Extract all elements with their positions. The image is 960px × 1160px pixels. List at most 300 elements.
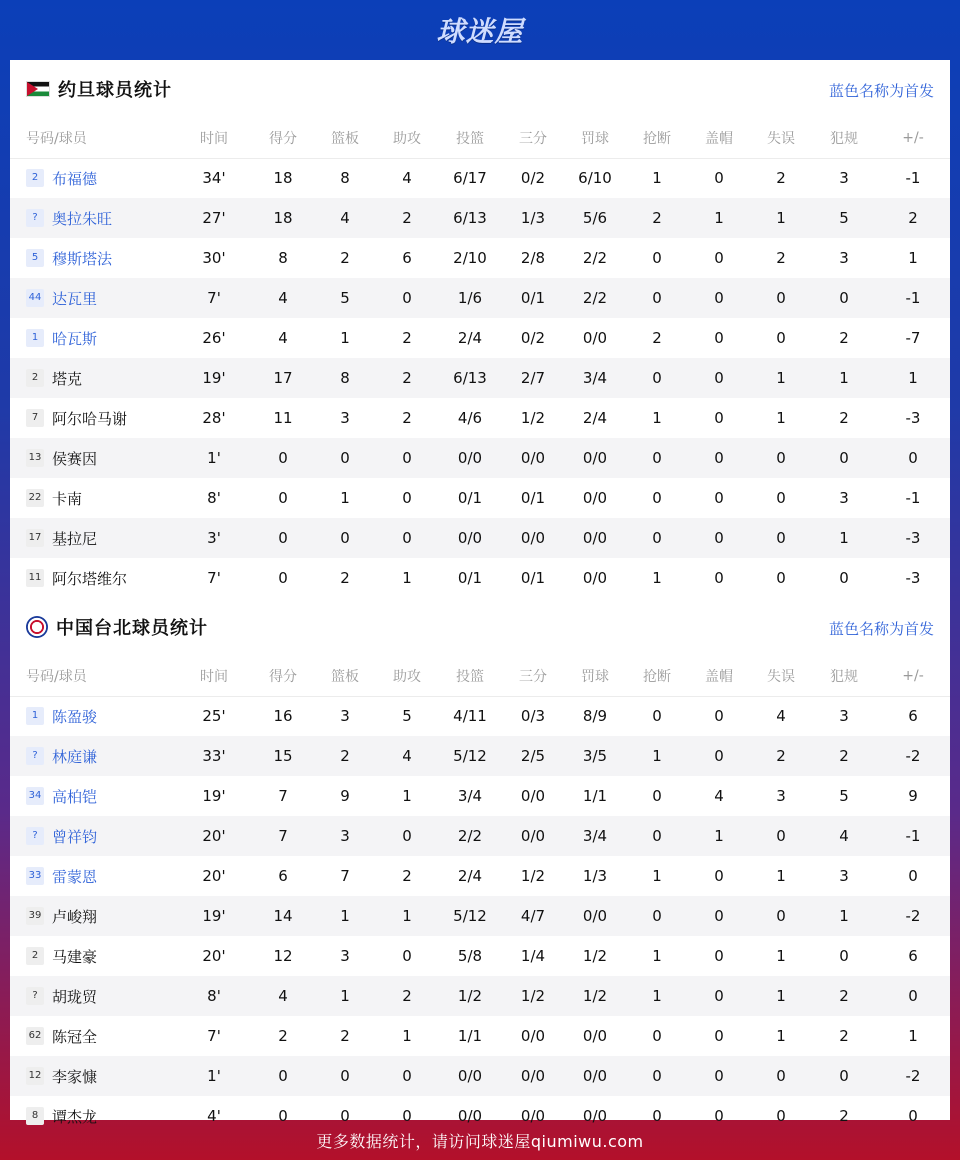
jersey-number-badge: 7: [26, 409, 44, 427]
stat-points: 0: [278, 569, 288, 587]
stat-minutes: 19': [176, 896, 252, 936]
stat-assists: 1: [402, 1027, 412, 1045]
stat-field-goals: 0/1: [457, 569, 483, 587]
jersey-number-badge: 22: [26, 489, 44, 507]
stat-field-goals: 2/4: [457, 867, 483, 885]
stat-turnovers: 0: [776, 569, 786, 587]
stat-three-pointers: 0/0: [520, 1107, 546, 1125]
stat-minutes: 34': [202, 169, 226, 188]
stat-assists: 4: [402, 169, 412, 188]
stat-three-pointers: 1/2: [520, 867, 546, 885]
stat-three-pointers: 4/7: [502, 896, 564, 936]
player-cell: [10, 816, 176, 856]
jersey-number-badge: ?: [26, 209, 44, 227]
stat-assists: 4: [376, 736, 438, 776]
stat-minutes: 19': [202, 787, 226, 805]
player-name: 阿尔塔维尔: [52, 569, 128, 588]
stat-free-throws: 1/2: [564, 976, 626, 1016]
stat-turnovers: 1: [776, 947, 786, 965]
stat-assists: 5: [402, 707, 412, 726]
stat-steals: 1: [652, 169, 662, 188]
jersey-number-badge: 13: [26, 449, 44, 467]
stat-turnovers: 0: [750, 1056, 812, 1096]
stat-turnovers: 0: [750, 816, 812, 856]
column-header-fouls: 犯规: [812, 656, 876, 696]
stat-steals: 1: [652, 569, 662, 587]
jersey-number-badge: 8: [26, 1107, 44, 1125]
stat-blocks: 0: [714, 249, 724, 267]
stat-three-pointers: 1/4: [520, 947, 546, 965]
stat-plus-minus: -3: [905, 569, 921, 587]
jersey-number-badge: 2: [26, 947, 44, 965]
stat-steals: 0: [626, 816, 688, 856]
stat-steals: 0: [626, 1056, 688, 1096]
jersey-number-badge: 2: [26, 169, 44, 187]
player-name: 陈冠全: [52, 1027, 98, 1046]
stat-turnovers: 4: [776, 707, 786, 726]
player-name: 谭杰龙: [52, 1107, 98, 1126]
stat-steals: 0: [652, 489, 662, 507]
stat-turnovers: 1: [750, 358, 812, 398]
stat-fouls: 2: [839, 329, 849, 347]
stat-blocks: 0: [688, 278, 750, 318]
player-name[interactable]: 陈盈骏: [52, 707, 98, 726]
table-row: [10, 398, 950, 438]
stat-minutes: 33': [176, 736, 252, 776]
stat-rebounds: 7: [340, 867, 350, 885]
stat-fouls: 1: [812, 518, 876, 558]
stat-fouls: 2: [839, 1107, 849, 1125]
stat-rebounds: 0: [340, 1107, 350, 1125]
player-cell: [10, 278, 176, 318]
stat-plus-minus: 0: [908, 867, 918, 885]
column-header-rebounds: 篮板: [314, 656, 376, 696]
jersey-number-badge: 12: [26, 1067, 44, 1085]
site-logo[interactable]: 球迷屋: [436, 15, 524, 48]
column-header-free-throws: 罚球: [564, 118, 626, 158]
player-cell: [10, 976, 176, 1016]
stat-assists: 0: [376, 438, 438, 478]
section-title: 约旦球员统计: [58, 80, 172, 101]
player-cell: [10, 238, 176, 278]
stat-assists: 2: [376, 358, 438, 398]
jersey-number-badge: 39: [26, 907, 44, 925]
column-header-turnovers: 失误: [750, 118, 812, 158]
table-row: [10, 976, 950, 1016]
stat-steals: 2: [652, 329, 662, 347]
stat-turnovers: 2: [776, 169, 786, 188]
player-name[interactable]: 雷蒙恩: [52, 867, 98, 886]
stat-plus-minus: 2: [876, 198, 950, 238]
stat-three-pointers: 0/1: [520, 569, 546, 587]
stat-points: 4: [252, 976, 314, 1016]
stat-field-goals: 2/4: [457, 329, 483, 347]
stat-minutes: 1': [176, 1056, 252, 1096]
stat-free-throws: 0/0: [582, 329, 608, 347]
stat-minutes: 19': [176, 358, 252, 398]
player-name: 基拉尼: [52, 529, 98, 548]
stat-points: 2: [278, 1027, 288, 1045]
stat-fouls: 4: [812, 816, 876, 856]
stat-fouls: 2: [839, 1027, 849, 1045]
stat-turnovers: 1: [776, 1027, 786, 1045]
stat-steals: 1: [652, 867, 662, 885]
stat-plus-minus: 1: [908, 1027, 918, 1045]
stat-field-goals: 5/8: [457, 947, 483, 965]
starter-legend-note: 蓝色名称为首发: [828, 82, 934, 100]
table-row: [10, 776, 950, 816]
player-name: 侯赛因: [52, 449, 98, 468]
stat-free-throws: 1/3: [582, 867, 608, 885]
stat-minutes: 8': [207, 489, 221, 507]
stat-rebounds: 3: [314, 816, 376, 856]
stat-plus-minus: -1: [905, 169, 921, 188]
player-stats-table: [10, 118, 950, 598]
stat-plus-minus: -1: [876, 816, 950, 856]
stat-plus-minus: 6: [908, 947, 918, 965]
stat-blocks: 0: [714, 1107, 724, 1125]
stat-blocks: 0: [714, 707, 724, 726]
player-name: 卢峻翔: [52, 907, 98, 926]
stat-assists: 2: [402, 329, 412, 347]
team-section-chinese-taipei: [10, 598, 950, 1136]
stat-steals: 0: [626, 278, 688, 318]
stat-plus-minus: -3: [905, 409, 921, 427]
stat-rebounds: 5: [314, 278, 376, 318]
stat-field-goals: 5/12: [438, 736, 502, 776]
player-name[interactable]: 奥拉朱旺: [52, 209, 113, 228]
stat-minutes: 25': [202, 707, 226, 726]
column-header-assists: 助攻: [376, 118, 438, 158]
stat-three-pointers: 0/3: [520, 707, 546, 726]
stat-field-goals: 0/0: [457, 1107, 483, 1125]
column-header-free-throws: 罚球: [564, 656, 626, 696]
jersey-number-badge: ?: [26, 827, 44, 845]
stat-three-pointers: 0/0: [502, 438, 564, 478]
stat-rebounds: 3: [340, 409, 350, 427]
stat-fouls: 0: [839, 947, 849, 965]
player-name[interactable]: 林庭谦: [52, 747, 98, 766]
stat-three-pointers: 1/2: [502, 976, 564, 1016]
stat-field-goals: 4/11: [453, 707, 487, 726]
player-name: 塔克: [52, 369, 83, 388]
stat-free-throws: 3/4: [564, 358, 626, 398]
stat-plus-minus: 0: [876, 438, 950, 478]
stat-blocks: 0: [714, 489, 724, 507]
stat-field-goals: 6/13: [438, 358, 502, 398]
stat-points: 18: [252, 198, 314, 238]
stat-turnovers: 0: [750, 518, 812, 558]
stat-field-goals: 2/2: [438, 816, 502, 856]
stat-assists: 1: [402, 787, 412, 805]
stat-free-throws: 8/9: [582, 707, 608, 726]
stat-minutes: 7': [207, 569, 221, 587]
stat-plus-minus: 9: [908, 787, 918, 805]
stat-minutes: 28': [202, 409, 226, 427]
table-header-row: [10, 656, 950, 696]
jersey-number-badge: 44: [26, 289, 44, 307]
stat-steals: 0: [626, 438, 688, 478]
stat-three-pointers: 0/2: [520, 329, 546, 347]
stat-minutes: 20': [202, 947, 226, 965]
jersey-number-badge: ?: [26, 747, 44, 765]
jersey-number-badge: 33: [26, 867, 44, 885]
column-header-points: 得分: [252, 118, 314, 158]
stat-minutes: 20': [176, 816, 252, 856]
jersey-number-badge: 17: [26, 529, 44, 547]
stat-steals: 0: [626, 896, 688, 936]
stat-blocks: 0: [714, 169, 724, 188]
stat-field-goals: 1/2: [438, 976, 502, 1016]
stat-three-pointers: 0/1: [502, 278, 564, 318]
stat-plus-minus: 1: [908, 249, 918, 267]
stat-field-goals: 5/12: [438, 896, 502, 936]
stat-free-throws: 2/4: [582, 409, 608, 427]
stat-turnovers: 0: [750, 278, 812, 318]
player-name[interactable]: 哈瓦斯: [52, 329, 98, 348]
stat-field-goals: 0/0: [438, 438, 502, 478]
player-name[interactable]: 达瓦里: [52, 289, 98, 308]
stat-blocks: 4: [714, 787, 724, 805]
stat-assists: 6: [402, 249, 412, 267]
stat-plus-minus: -1: [876, 278, 950, 318]
stat-blocks: 0: [714, 867, 724, 885]
stat-rebounds: 0: [314, 1056, 376, 1096]
table-row: [10, 736, 950, 776]
stat-rebounds: 4: [314, 198, 376, 238]
stat-blocks: 0: [688, 736, 750, 776]
table-row: [10, 198, 950, 238]
stat-turnovers: 0: [750, 896, 812, 936]
stat-assists: 2: [376, 198, 438, 238]
footer-link[interactable]: 更多数据统计，请访问球迷屋qiumiwu.com: [316, 1131, 644, 1151]
stat-points: 8: [278, 249, 288, 267]
column-header-points: 得分: [252, 656, 314, 696]
jordan-flag-icon: [26, 81, 50, 97]
stat-plus-minus: 1: [876, 358, 950, 398]
player-cell: [10, 438, 176, 478]
stat-minutes: 7': [207, 1027, 221, 1045]
stat-fouls: 2: [812, 976, 876, 1016]
stat-steals: 0: [652, 1107, 662, 1125]
player-name: 李家慷: [52, 1067, 98, 1086]
stat-turnovers: 1: [776, 409, 786, 427]
jersey-number-badge: 1: [26, 707, 44, 725]
player-name: 胡珑贸: [52, 987, 98, 1006]
stat-free-throws: 0/0: [582, 489, 608, 507]
table-row: [10, 478, 950, 518]
stat-points: 0: [278, 1107, 288, 1125]
player-cell: [10, 318, 176, 358]
stat-points: 4: [252, 278, 314, 318]
stat-field-goals: 1/1: [457, 1027, 483, 1045]
stat-rebounds: 1: [314, 976, 376, 1016]
player-cell: [10, 776, 176, 816]
column-header-assists: 助攻: [376, 656, 438, 696]
stat-turnovers: 0: [750, 438, 812, 478]
stat-assists: 2: [402, 409, 412, 427]
column-header-player: 号码/球员: [10, 656, 176, 696]
player-cell: [10, 856, 176, 896]
player-name[interactable]: 高柏铠: [52, 787, 98, 806]
stat-blocks: 0: [688, 896, 750, 936]
player-cell: [10, 1056, 176, 1096]
stat-points: 15: [252, 736, 314, 776]
section-title: 中国台北球员统计: [56, 618, 208, 639]
stat-plus-minus: 0: [908, 1107, 918, 1125]
player-cell: [10, 518, 176, 558]
jersey-number-badge: 2: [26, 369, 44, 387]
jersey-number-badge: 1: [26, 329, 44, 347]
stat-free-throws: 0/0: [564, 518, 626, 558]
player-name[interactable]: 穆斯塔法: [52, 249, 113, 268]
table-row: [10, 936, 950, 976]
stat-free-throws: 5/6: [564, 198, 626, 238]
stat-points: 0: [252, 1056, 314, 1096]
section-header: [10, 60, 950, 118]
column-header-steals: 抢断: [626, 118, 688, 158]
stat-blocks: 1: [688, 816, 750, 856]
stat-fouls: 3: [839, 867, 849, 885]
stat-assists: 1: [376, 896, 438, 936]
stat-steals: 0: [652, 249, 662, 267]
stat-free-throws: 2/2: [582, 249, 608, 267]
stat-blocks: 0: [714, 329, 724, 347]
stat-rebounds: 0: [314, 438, 376, 478]
stat-turnovers: 0: [776, 329, 786, 347]
stat-points: 7: [252, 816, 314, 856]
stat-field-goals: 0/0: [438, 518, 502, 558]
stat-three-pointers: 0/0: [520, 1027, 546, 1045]
stat-minutes: 27': [176, 198, 252, 238]
table-row: [10, 816, 950, 856]
stat-minutes: 26': [202, 329, 226, 347]
table-row: [10, 358, 950, 398]
stat-steals: 2: [626, 198, 688, 238]
stat-fouls: 3: [839, 169, 849, 188]
stat-free-throws: 1/1: [582, 787, 608, 805]
jersey-number-badge: 11: [26, 569, 44, 587]
stat-turnovers: 3: [776, 787, 786, 805]
stat-rebounds: 1: [340, 329, 350, 347]
stat-free-throws: 0/0: [582, 1107, 608, 1125]
stat-blocks: 0: [688, 1056, 750, 1096]
stat-rebounds: 2: [340, 1027, 350, 1045]
stat-minutes: 8': [176, 976, 252, 1016]
stat-turnovers: 0: [776, 1107, 786, 1125]
table-row: [10, 696, 950, 736]
table-row: [10, 1016, 950, 1056]
stat-points: 12: [273, 947, 293, 965]
table-row: [10, 896, 950, 936]
stat-rebounds: 1: [314, 896, 376, 936]
player-cell: [10, 158, 176, 198]
section-header: [10, 598, 950, 656]
stat-blocks: 0: [688, 438, 750, 478]
table-row: [10, 238, 950, 278]
stat-three-pointers: 2/7: [502, 358, 564, 398]
table-header-row: [10, 118, 950, 158]
stat-field-goals: 6/13: [438, 198, 502, 238]
player-cell: [10, 358, 176, 398]
stat-rebounds: 3: [340, 947, 350, 965]
stat-assists: 0: [402, 947, 412, 965]
stat-assists: 0: [402, 1107, 412, 1125]
stat-field-goals: 0/1: [457, 489, 483, 507]
stat-blocks: 0: [688, 518, 750, 558]
stat-steals: 0: [652, 1027, 662, 1045]
stat-assists: 2: [402, 867, 412, 885]
stat-fouls: 0: [812, 278, 876, 318]
stat-fouls: 5: [839, 787, 849, 805]
column-header-plus-minus: +/-: [876, 118, 950, 158]
stat-points: 17: [252, 358, 314, 398]
stat-turnovers: 2: [776, 249, 786, 267]
stat-plus-minus: -2: [876, 896, 950, 936]
stat-free-throws: 0/0: [582, 569, 608, 587]
stat-minutes: 7': [176, 278, 252, 318]
stat-free-throws: 0/0: [564, 896, 626, 936]
stat-rebounds: 8: [340, 169, 350, 188]
stat-free-throws: 0/0: [564, 438, 626, 478]
stat-fouls: 1: [812, 896, 876, 936]
stat-minutes: 1': [176, 438, 252, 478]
stat-fouls: 1: [812, 358, 876, 398]
stat-fouls: 0: [812, 438, 876, 478]
table-row: [10, 278, 950, 318]
stat-points: 11: [273, 409, 293, 427]
stat-points: 0: [252, 438, 314, 478]
column-header-field-goals: 投篮: [438, 656, 502, 696]
column-header-minutes: 时间: [176, 118, 252, 158]
stat-plus-minus: -7: [905, 329, 921, 347]
player-name[interactable]: 曾祥钧: [52, 827, 98, 846]
player-name[interactable]: 布福德: [52, 169, 98, 188]
jersey-number-badge: 34: [26, 787, 44, 805]
stat-free-throws: 0/0: [582, 1027, 608, 1045]
table-row: [10, 1056, 950, 1096]
stat-three-pointers: 0/0: [502, 816, 564, 856]
jersey-number-badge: 5: [26, 249, 44, 267]
player-name: 卡南: [52, 489, 83, 508]
column-header-player: 号码/球员: [10, 118, 176, 158]
stat-fouls: 2: [839, 409, 849, 427]
stat-free-throws: 1/2: [582, 947, 608, 965]
stat-field-goals: 3/4: [457, 787, 483, 805]
stat-free-throws: 3/4: [564, 816, 626, 856]
table-row: [10, 318, 950, 358]
stat-free-throws: 6/10: [578, 169, 612, 188]
stat-field-goals: 0/0: [438, 1056, 502, 1096]
stat-field-goals: 1/6: [438, 278, 502, 318]
stat-assists: 1: [402, 569, 412, 587]
stat-steals: 1: [626, 736, 688, 776]
stat-assists: 0: [376, 518, 438, 558]
jersey-number-badge: 62: [26, 1027, 44, 1045]
stats-panel: [10, 60, 950, 1126]
stat-steals: 0: [652, 707, 662, 726]
stat-fouls: 0: [839, 569, 849, 587]
stat-turnovers: 1: [750, 198, 812, 238]
player-cell: [10, 398, 176, 438]
column-header-minutes: 时间: [176, 656, 252, 696]
stat-three-pointers: 1/2: [520, 409, 546, 427]
stat-steals: 1: [626, 976, 688, 1016]
stat-field-goals: 2/10: [453, 249, 487, 267]
stat-blocks: 0: [688, 358, 750, 398]
column-header-steals: 抢断: [626, 656, 688, 696]
stat-fouls: 3: [839, 249, 849, 267]
